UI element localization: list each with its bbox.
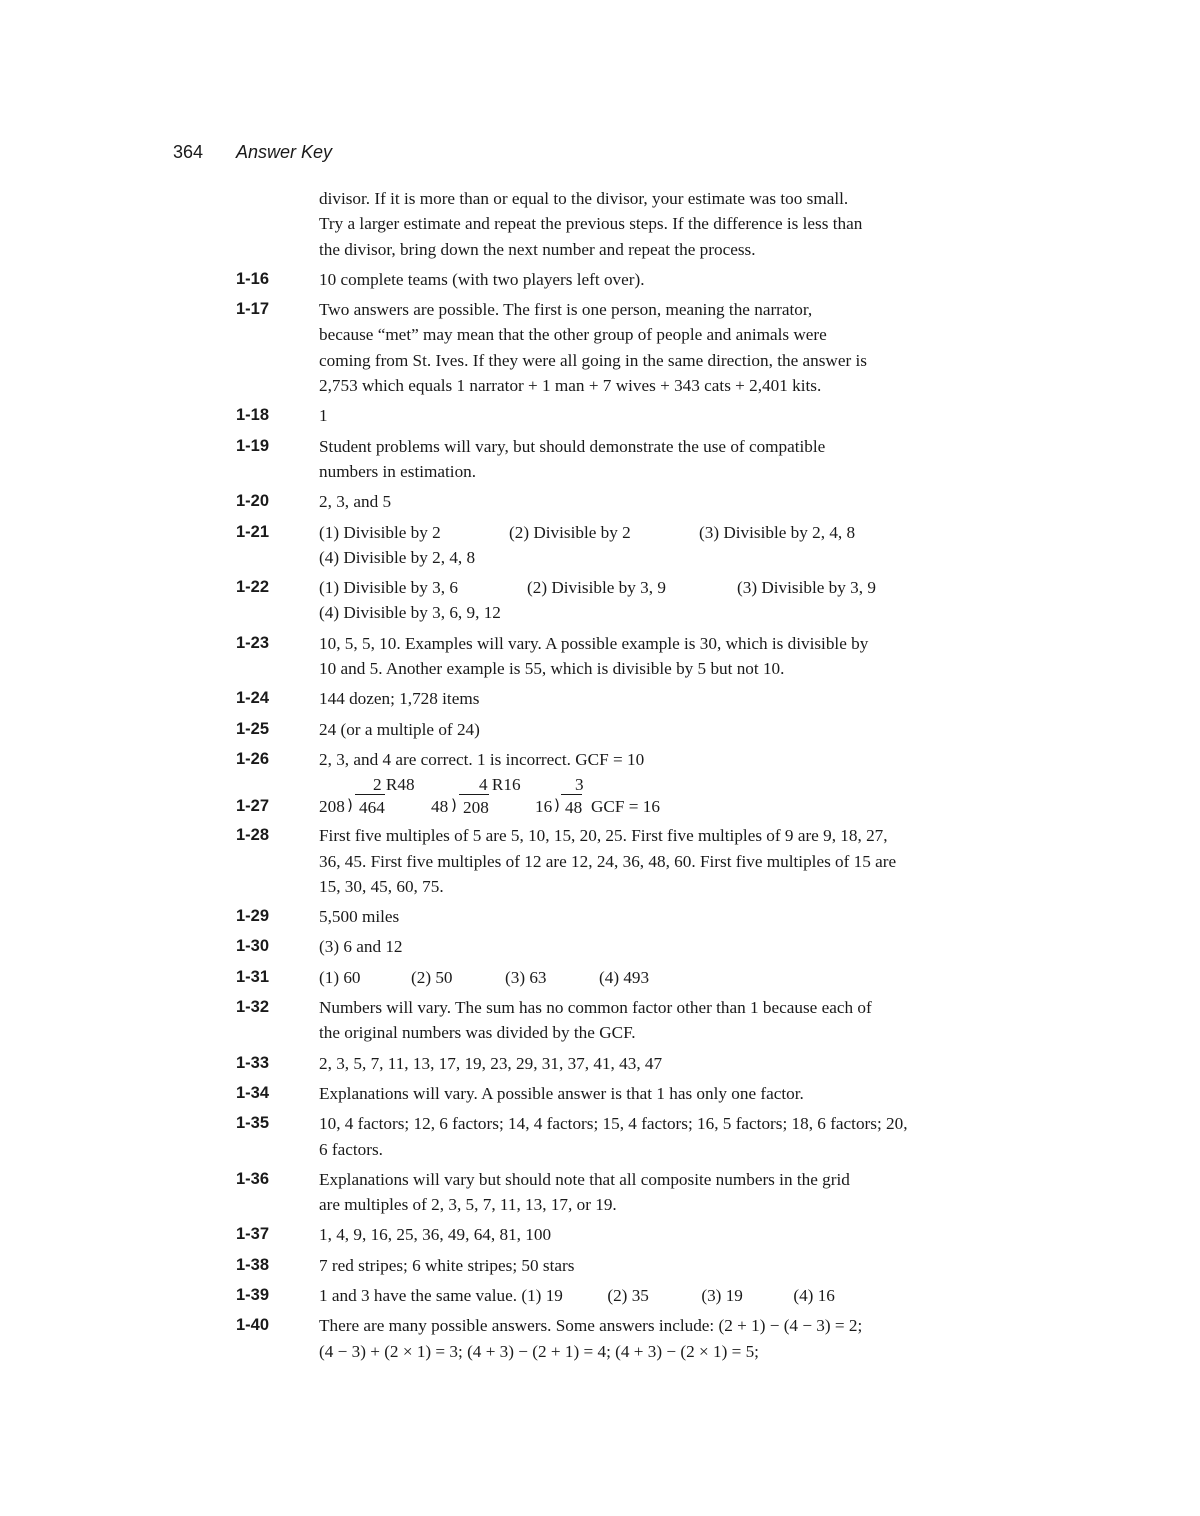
- text-line: divisor. If it is more than or equal to the divisor, your estimate was too small.: [319, 189, 849, 208]
- answer-part: (4) 16: [793, 1285, 835, 1305]
- running-title: Answer Key: [236, 142, 333, 162]
- answer-text: 2, 3, and 5: [319, 492, 392, 512]
- answer-entry: [236, 1167, 1006, 1218]
- answer-entry: [236, 403, 1006, 428]
- page-number: 364: [173, 142, 204, 162]
- answer-entry: [236, 297, 1006, 398]
- answer-text: 1, 4, 9, 16, 25, 36, 49, 64, 81, 100: [319, 1225, 552, 1245]
- answer-part: (1) 19: [521, 1285, 563, 1305]
- answer-part: (3) 19: [701, 1285, 743, 1305]
- answer-number: 1-38: [236, 1255, 270, 1274]
- division-bracket: ): [451, 796, 457, 815]
- answer-entry: [236, 686, 1006, 711]
- answer-text: 6 factors.: [319, 1139, 383, 1159]
- answer-number: 1-20: [236, 492, 270, 511]
- answer-entry: [236, 934, 1006, 959]
- answer-number: 1-31: [236, 967, 270, 986]
- answer-part: (3) Divisible by 2, 4, 8: [699, 522, 856, 542]
- answer-number: 1-36: [236, 1169, 270, 1188]
- answer-part: (1) 60: [319, 967, 361, 987]
- answer-number: 1-35: [236, 1114, 270, 1133]
- answer-entry: [236, 434, 1006, 485]
- answer-text: the original numbers was divided by the GCF.: [319, 1023, 636, 1043]
- division-dividend: 208: [459, 794, 489, 820]
- answer-text: Explanations will vary. A possible answer is that 1 has only one factor.: [319, 1083, 804, 1103]
- answer-text: 144 dozen; 1,728 items: [319, 689, 480, 709]
- answer-text: Two answers are possible. The first is one person, meaning the narrator,: [319, 300, 813, 320]
- division-dividend: 48: [561, 794, 582, 820]
- answer-part: (4) 493: [599, 967, 650, 987]
- answer-text: 2, 3, and 4 are correct. 1 is incorrect. GCF = 10: [319, 749, 645, 769]
- answer-text: Explanations will vary but should note that all composite numbers in the grid: [319, 1169, 850, 1189]
- division-divisor: 208: [319, 797, 345, 817]
- answer-text: coming from St. Ives. If they were all going in the same direction, the answer is: [319, 350, 867, 370]
- answer-number: 1-24: [236, 689, 270, 708]
- answer-part: (2) 50: [411, 967, 453, 987]
- answer-number: 1-28: [236, 826, 270, 845]
- answer-number: 1-40: [236, 1316, 270, 1335]
- answer-entry: [236, 1253, 1006, 1278]
- answer-text: Numbers will vary. The sum has no common factor other than 1 because each of: [319, 998, 872, 1018]
- answer-number: 1-21: [236, 522, 270, 541]
- answer-entry: [236, 520, 1006, 571]
- gcf-result: GCF = 16: [591, 797, 660, 817]
- answer-number: 1-34: [236, 1083, 270, 1102]
- answer-text: First five multiples of 5 are 5, 10, 15, 20, 25. First five multiples of 9 are 9, 18, 27,: [319, 826, 888, 846]
- answer-entry: [236, 747, 1006, 772]
- division-bracket: ): [554, 796, 560, 815]
- answer-part: (4) Divisible by 3, 6, 9, 12: [319, 603, 501, 623]
- answer-number: 1-18: [236, 406, 270, 425]
- text-line: Try a larger estimate and repeat the previous steps. If the difference is less than: [319, 214, 863, 234]
- answer-entry: [236, 823, 1006, 899]
- answer-text: are multiples of 2, 3, 5, 7, 11, 13, 17, or 19.: [319, 1195, 617, 1215]
- division-divisor: 16: [535, 797, 553, 817]
- answer-entry: [236, 1313, 1006, 1364]
- answer-number: 1-30: [236, 937, 270, 956]
- answer-number: 1-25: [236, 719, 270, 738]
- answer-part: (4) Divisible by 2, 4, 8: [319, 547, 476, 567]
- answer-entry: [236, 904, 1006, 929]
- answer-number: 1-17: [236, 300, 270, 319]
- answer-text: 15, 30, 45, 60, 75.: [319, 876, 444, 896]
- answer-part: (3) 63: [505, 967, 547, 987]
- answer-entry: [236, 965, 1006, 990]
- division-quotient: 2 R48: [373, 775, 415, 795]
- answer-entry: [236, 575, 1006, 626]
- answer-text: 24 (or a multiple of 24): [319, 719, 480, 739]
- answer-text: 5,500 miles: [319, 907, 400, 927]
- division-divisor: 48: [431, 797, 449, 817]
- answer-entry: [236, 772, 1006, 818]
- answer-text: 2, 3, 5, 7, 11, 13, 17, 19, 23, 29, 31, 37, 41, 43, 47: [319, 1053, 663, 1073]
- answer-part: (2) Divisible by 3, 9: [527, 578, 666, 598]
- answer-part: (2) 35: [607, 1285, 649, 1305]
- answer-text: There are many possible answers. Some answers include: (2 + 1) − (4 − 3) = 2;: [319, 1316, 863, 1336]
- division-dividend: 464: [355, 794, 385, 820]
- answer-number: 1-19: [236, 436, 270, 455]
- answer-part: (1) Divisible by 3, 6: [319, 578, 458, 598]
- answer-text: (3) 6 and 12: [319, 937, 403, 957]
- answer-text: Student problems will vary, but should demonstrate the use of compatible: [319, 436, 826, 456]
- answer-number: 1-37: [236, 1225, 270, 1244]
- answer-list: [236, 186, 1006, 1364]
- answer-text: 10, 4 factors; 12, 6 factors; 14, 4 factors; 15, 4 factors; 16, 5 factors; 18, 6 factors; 20,: [319, 1114, 908, 1134]
- answer-text: numbers in estimation.: [319, 461, 477, 481]
- answer-part: (3) Divisible by 3, 9: [737, 578, 876, 598]
- answer-text: 1 and 3 have the same value.: [319, 1285, 518, 1305]
- answer-text: 10, 5, 5, 10. Examples will vary. A possible example is 30, which is divisible by: [319, 633, 869, 653]
- answer-number: 1-33: [236, 1053, 270, 1072]
- answer-entry: [236, 1283, 1006, 1308]
- answer-entry: [236, 1222, 1006, 1247]
- answer-part: (2) Divisible by 2: [509, 522, 631, 542]
- answer-number: 1-22: [236, 578, 270, 597]
- text-line: the divisor, bring down the next number and repeat the process.: [319, 239, 756, 259]
- division-quotient: 3: [575, 775, 584, 795]
- answer-text: 1: [319, 406, 328, 426]
- answer-entry: [236, 267, 1006, 292]
- answer-entry: [236, 995, 1006, 1046]
- answer-number: 1-16: [236, 269, 270, 288]
- answer-part: (1) Divisible by 2: [319, 522, 441, 542]
- answer-text: 10 complete teams (with two players left over).: [319, 269, 645, 289]
- long-division-row: [319, 772, 1006, 818]
- answer-entry: [236, 489, 1006, 514]
- division-bracket: ): [347, 796, 353, 815]
- answer-number: 1-23: [236, 633, 270, 652]
- answer-text: because “met” may mean that the other group of people and animals were: [319, 325, 827, 345]
- answer-entry: [236, 1081, 1006, 1106]
- answer-text: (4 − 3) + (2 × 1) = 3; (4 + 3) − (2 + 1) = 4; (4 + 3) − (2 × 1) = 5;: [319, 1341, 759, 1361]
- answer-entry: [236, 717, 1006, 742]
- answer-number: 1-27: [236, 797, 270, 816]
- answer-entry: [236, 1111, 1006, 1162]
- answer-text: 7 red stripes; 6 white stripes; 50 stars: [319, 1255, 575, 1275]
- answer-number: 1-39: [236, 1285, 270, 1304]
- answer-entry: [236, 631, 1006, 682]
- answer-number: 1-29: [236, 907, 270, 926]
- answer-text: 36, 45. First five multiples of 12 are 12, 24, 36, 48, 60. First five multiples of 15 are: [319, 851, 897, 871]
- division-quotient: 4 R16: [479, 775, 521, 795]
- continuation-text: [319, 186, 1006, 262]
- answer-number: 1-26: [236, 749, 270, 768]
- answer-text: 10 and 5. Another example is 55, which is divisible by 5 but not 10.: [319, 659, 785, 679]
- answer-number: 1-32: [236, 998, 270, 1017]
- answer-entry: [236, 1051, 1006, 1076]
- answer-text: 2,753 which equals 1 narrator + 1 man + 7 wives + 343 cats + 2,401 kits.: [319, 376, 822, 396]
